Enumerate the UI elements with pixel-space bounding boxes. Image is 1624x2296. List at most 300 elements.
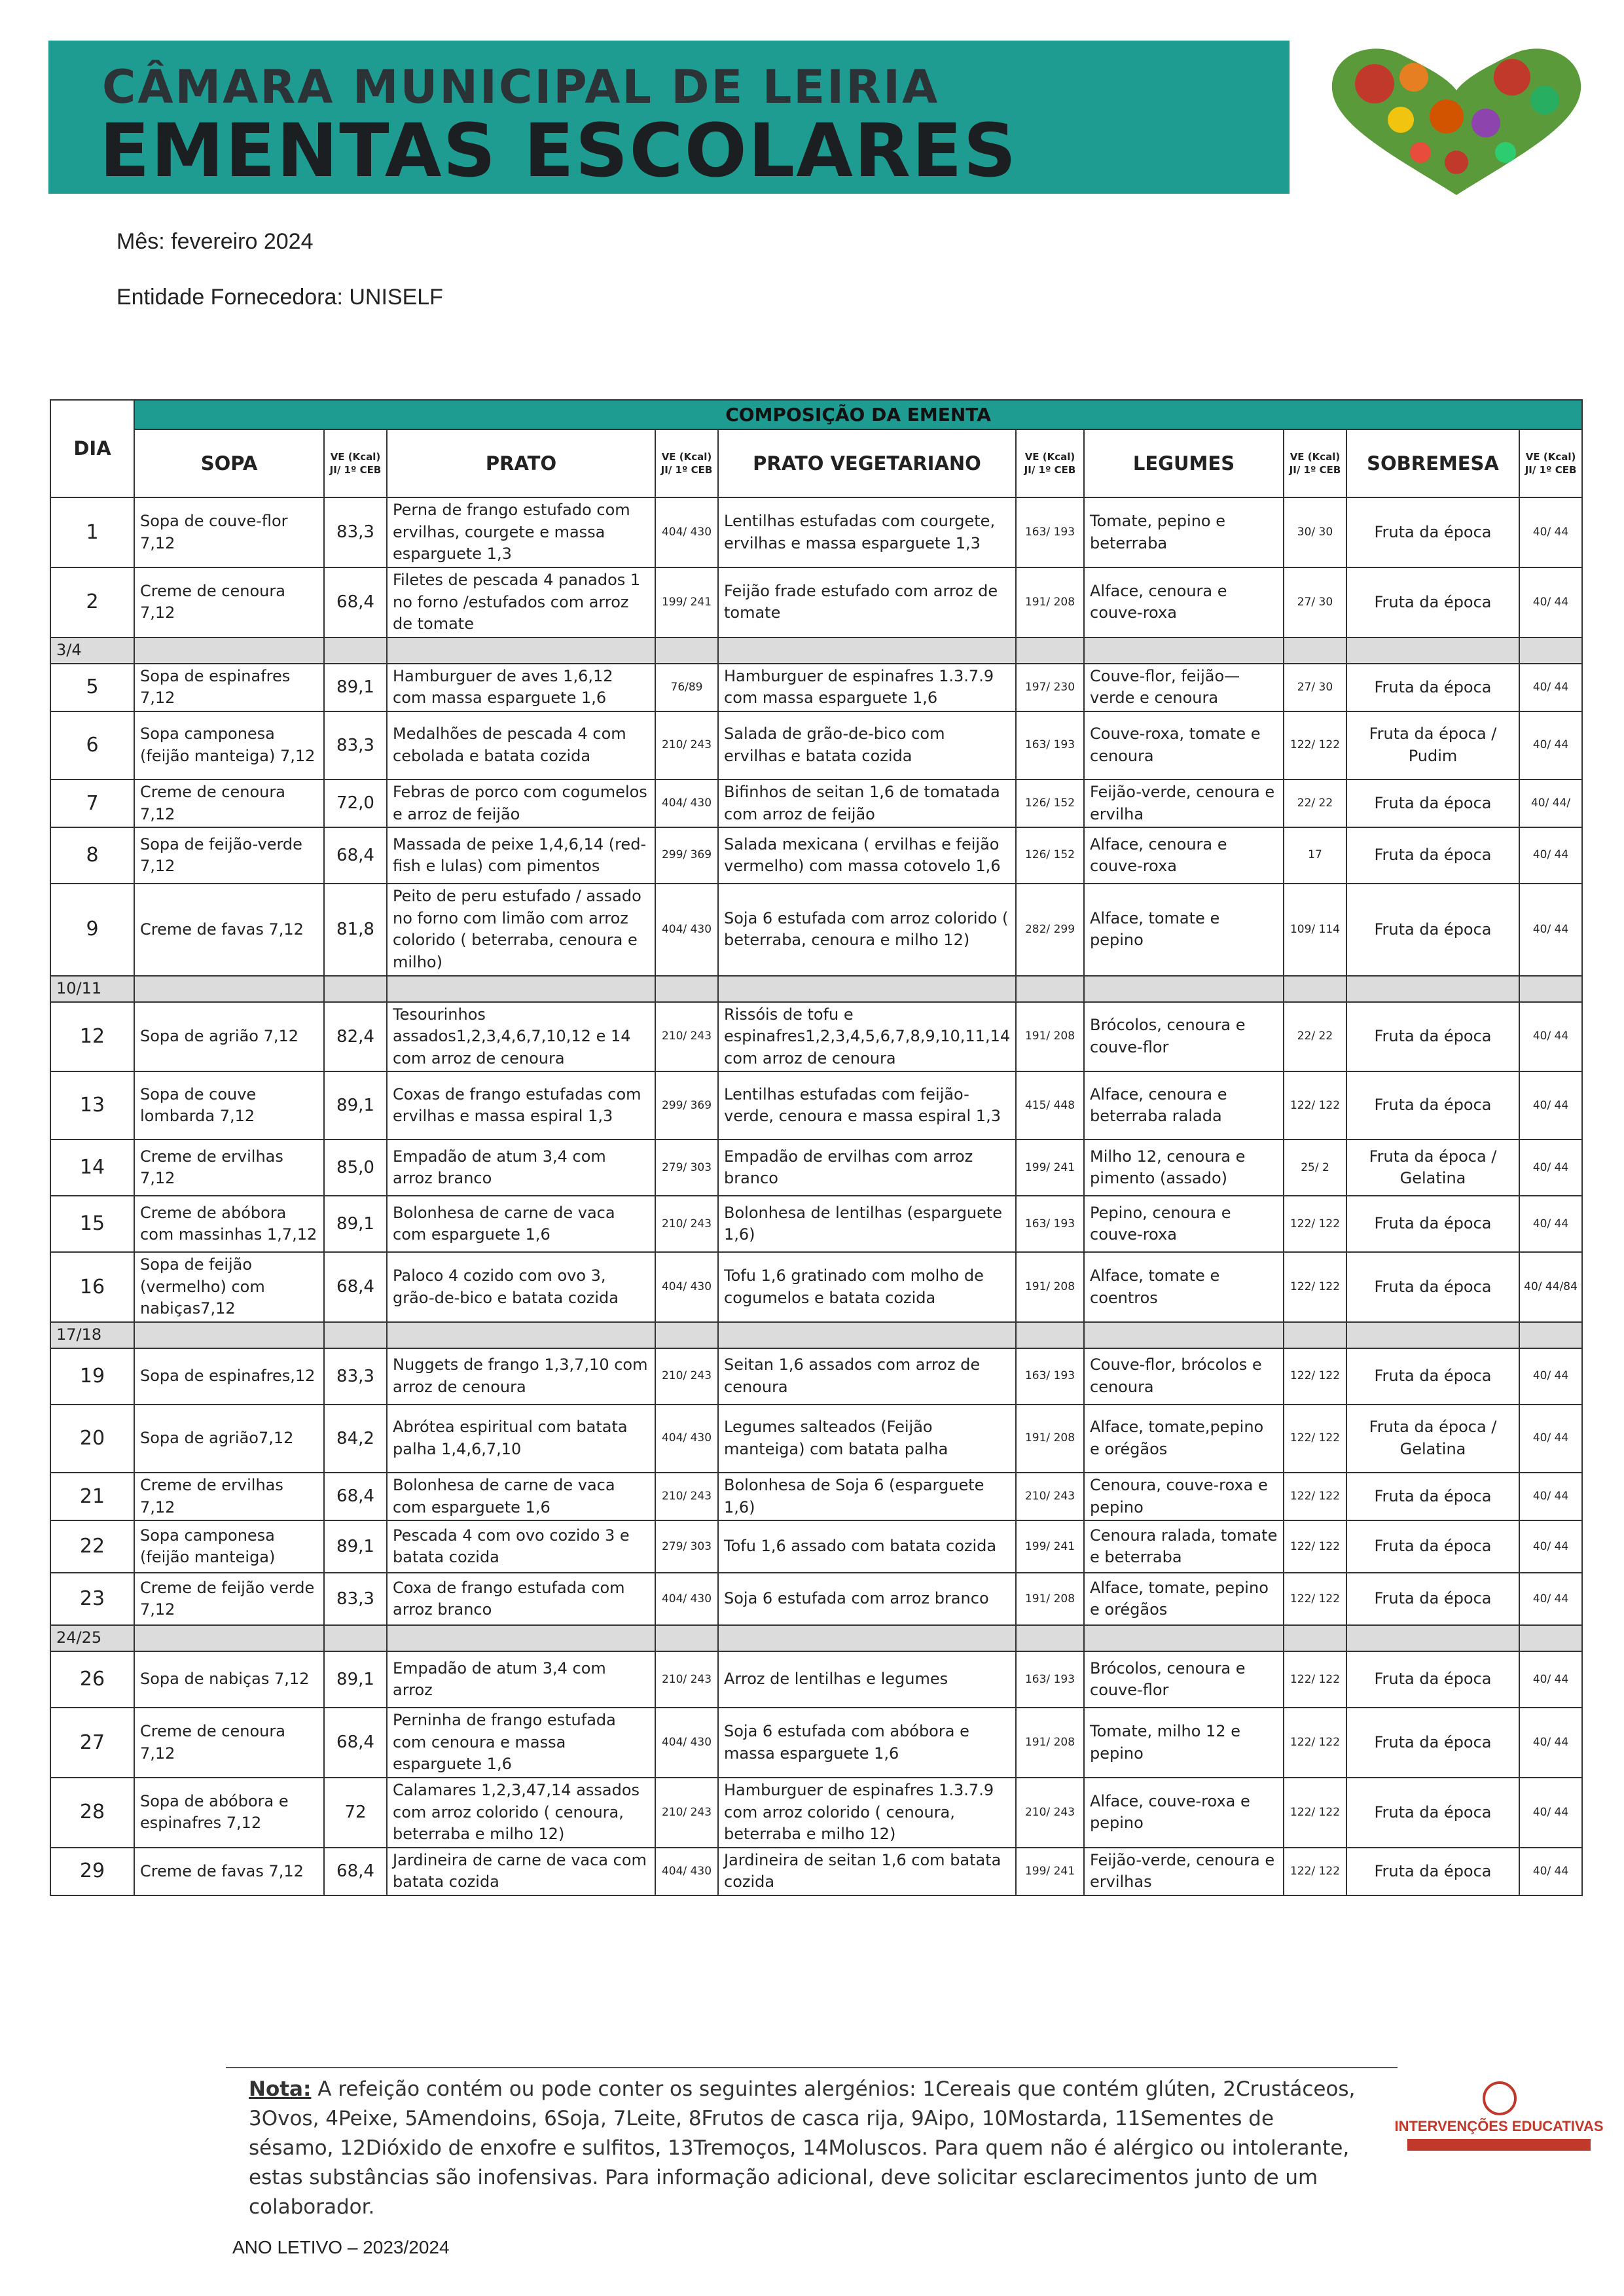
vegetables-cell: Brócolos, cenoura e couve-flor — [1084, 1002, 1284, 1072]
vegetables-cell: Alface, tomate, pepino e orégãos — [1084, 1573, 1284, 1625]
main-dish-kcal-cell: 210/ 243 — [655, 1002, 718, 1072]
holiday-cell — [134, 976, 324, 1002]
menu-row — [50, 1848, 1582, 1895]
col-dia: DIA — [50, 400, 134, 497]
soup-kcal-cell: 68,4 — [324, 827, 387, 884]
vegetarian-kcal-cell: 210/ 243 — [1016, 1778, 1084, 1848]
vegetarian-kcal-cell: 282/ 299 — [1016, 884, 1084, 975]
main-dish-kcal-cell: 404/ 430 — [655, 497, 718, 567]
holiday-cell — [387, 637, 655, 664]
holiday-cell — [1084, 976, 1284, 1002]
dessert-kcal-cell: 40/ 44 — [1519, 1848, 1582, 1895]
dessert-cell: Fruta da época — [1346, 1071, 1519, 1139]
holiday-cell — [1346, 1625, 1519, 1651]
dessert-cell: Fruta da época — [1346, 1520, 1519, 1573]
page-title: EMENTAS ESCOLARES — [99, 109, 1018, 194]
vegetables-cell: Alface, cenoura e couve-roxa — [1084, 827, 1284, 884]
dessert-kcal-cell: 40/ 44 — [1519, 567, 1582, 637]
holiday-day: 24/25 — [50, 1625, 134, 1651]
main-dish-kcal-cell: 404/ 430 — [655, 1252, 718, 1322]
main-dish-cell: Perninha de frango estufada com cenoura e massa esparguete 1,6 — [387, 1708, 655, 1778]
soup-kcal-cell: 68,4 — [324, 567, 387, 637]
soup-cell: Creme de cenoura 7,12 — [134, 780, 324, 827]
main-dish-cell: Febras de porco com cogumelos e arroz de feijão — [387, 780, 655, 827]
holiday-cell — [1519, 637, 1582, 664]
vegetarian-dish-cell: Hamburguer de espinafres 1.3.7.9 com massa esparguete 1,6 — [718, 664, 1016, 711]
holiday-cell — [1084, 637, 1284, 664]
soup-cell: Sopa de espinafres,12 — [134, 1348, 324, 1405]
main-dish-cell: Perna de frango estufado com ervilhas, courgete e massa esparguete 1,3 — [387, 497, 655, 567]
menu-row — [50, 567, 1582, 637]
dessert-kcal-cell: 40/ 44 — [1519, 1002, 1582, 1072]
vegetable-heart-image — [1316, 38, 1597, 202]
holiday-cell — [324, 637, 387, 664]
note-text: A refeição contém ou pode conter os seguintes alergénios: 1Cereais que contém glúten, 2Crustáceos, 3Ovos, 4Peixe, 5Amendoins, 6Soja, 7Leite, 8Frutos de casca rija, 9Aipo, 10Mostarda, 11Sementes de sésamo, 12Dióxido de enxofre e sulfitos, 13Tremoços, 14Moluscos. Para quem não é alérgico ou intolerante, estas substâncias são inofensivas. Para informação adicional, deve solicitar esclarecimentos junto de um colaborador. — [249, 2077, 1356, 2219]
holiday-cell — [324, 976, 387, 1002]
col-sobremesa: SOBREMESA — [1346, 429, 1519, 497]
dessert-kcal-cell: 40/ 44 — [1519, 1573, 1582, 1625]
vegetables-kcal-cell: 27/ 30 — [1284, 567, 1346, 637]
vegetables-kcal-cell: 122/ 122 — [1284, 1848, 1346, 1895]
soup-kcal-cell: 68,4 — [324, 1848, 387, 1895]
day-cell: 13 — [50, 1071, 134, 1139]
menu-body — [50, 497, 1582, 1895]
vegetarian-dish-cell: Rissóis de tofu e espinafres1,2,3,4,5,6,7,8,9,10,11,14 com arroz de cenoura — [718, 1002, 1016, 1072]
holiday-row — [50, 1625, 1582, 1651]
vegetarian-dish-cell: Legumes salteados (Feijão manteiga) com batata palha — [718, 1405, 1016, 1473]
soup-cell: Sopa de agrião 7,12 — [134, 1002, 324, 1072]
dessert-cell: Fruta da época — [1346, 1473, 1519, 1520]
soup-cell: Creme de abóbora com massinhas 1,7,12 — [134, 1196, 324, 1252]
vegetables-cell: Couve-flor, brócolos e cenoura — [1084, 1348, 1284, 1405]
day-cell: 15 — [50, 1196, 134, 1252]
dessert-kcal-cell: 40/ 44 — [1519, 1139, 1582, 1196]
vegetarian-dish-cell: Lentilhas estufadas com feijão-verde, cenoura e massa espiral 1,3 — [718, 1071, 1016, 1139]
main-dish-cell: Nuggets de frango 1,3,7,10 com arroz de cenoura — [387, 1348, 655, 1405]
dessert-cell: Fruta da época / Gelatina — [1346, 1405, 1519, 1473]
header-banner — [48, 41, 1290, 194]
logo-mark-icon — [1483, 2081, 1517, 2115]
vegetables-kcal-cell: 109/ 114 — [1284, 884, 1346, 975]
vegetarian-kcal-cell: 191/ 208 — [1016, 1252, 1084, 1322]
col-ve-legumes: VE (Kcal) JI/ 1º CEB — [1284, 429, 1346, 497]
menu-row — [50, 1708, 1582, 1778]
menu-row — [50, 1196, 1582, 1252]
allergen-note — [249, 2075, 1362, 2222]
vegetables-kcal-cell: 122/ 122 — [1284, 1651, 1346, 1708]
vegetarian-kcal-cell: 126/ 152 — [1016, 827, 1084, 884]
menu-row — [50, 1139, 1582, 1196]
holiday-cell — [1284, 1625, 1346, 1651]
soup-kcal-cell: 82,4 — [324, 1002, 387, 1072]
col-ve-sobremesa: VE (Kcal) JI/ 1º CEB — [1519, 429, 1582, 497]
menu-row — [50, 1252, 1582, 1322]
dessert-cell: Fruta da época — [1346, 1348, 1519, 1405]
holiday-cell — [387, 976, 655, 1002]
holiday-cell — [1016, 976, 1084, 1002]
menu-row — [50, 1002, 1582, 1072]
soup-cell: Sopa de abóbora e espinafres 7,12 — [134, 1778, 324, 1848]
holiday-cell — [1016, 1322, 1084, 1348]
dessert-cell: Fruta da época — [1346, 567, 1519, 637]
vegetarian-dish-cell: Salada mexicana ( ervilhas e feijão vermelho) com massa cotovelo 1,6 — [718, 827, 1016, 884]
main-dish-kcal-cell: 299/ 369 — [655, 1071, 718, 1139]
dessert-kcal-cell: 40/ 44 — [1519, 1778, 1582, 1848]
vegetarian-kcal-cell: 163/ 193 — [1016, 1348, 1084, 1405]
vegetarian-dish-cell: Lentilhas estufadas com courgete, ervilhas e massa esparguete 1,3 — [718, 497, 1016, 567]
vegetables-cell: Cenoura ralada, tomate e beterraba — [1084, 1520, 1284, 1573]
dessert-kcal-cell: 40/ 44/ — [1519, 780, 1582, 827]
soup-cell: Creme de cenoura 7,12 — [134, 1708, 324, 1778]
vegetables-kcal-cell: 17 — [1284, 827, 1346, 884]
holiday-day: 3/4 — [50, 637, 134, 664]
holiday-row — [50, 1322, 1582, 1348]
col-ve-prato: VE (Kcal) JI/ 1º CEB — [655, 429, 718, 497]
main-dish-cell: Tesourinhos assados1,2,3,4,6,7,10,12 e 14 com arroz de cenoura — [387, 1002, 655, 1072]
dessert-cell: Fruta da época — [1346, 1848, 1519, 1895]
day-cell: 14 — [50, 1139, 134, 1196]
soup-kcal-cell: 85,0 — [324, 1139, 387, 1196]
soup-kcal-cell: 89,1 — [324, 1651, 387, 1708]
vegetarian-dish-cell: Bifinhos de seitan 1,6 de tomatada com arroz de feijão — [718, 780, 1016, 827]
menu-row — [50, 1348, 1582, 1405]
soup-cell: Sopa de agrião7,12 — [134, 1405, 324, 1473]
vegetables-cell: Couve-flor, feijão—verde e cenoura — [1084, 664, 1284, 711]
soup-cell: Sopa de feijão-verde 7,12 — [134, 827, 324, 884]
col-ve-sopa: VE (Kcal) JI/ 1º CEB — [324, 429, 387, 497]
vegetables-kcal-cell: 30/ 30 — [1284, 497, 1346, 567]
main-dish-kcal-cell: 210/ 243 — [655, 1651, 718, 1708]
soup-kcal-cell: 81,8 — [324, 884, 387, 975]
menu-row — [50, 884, 1582, 975]
menu-row — [50, 664, 1582, 711]
col-legumes: LEGUMES — [1084, 429, 1284, 497]
vegetables-kcal-cell: 22/ 22 — [1284, 780, 1346, 827]
dessert-kcal-cell: 40/ 44 — [1519, 711, 1582, 780]
vegetables-cell: Alface, tomate e pepino — [1084, 884, 1284, 975]
day-cell: 26 — [50, 1651, 134, 1708]
holiday-row — [50, 976, 1582, 1002]
day-cell: 29 — [50, 1848, 134, 1895]
main-dish-cell: Paloco 4 cozido com ovo 3, grão-de-bico e batata cozida — [387, 1252, 655, 1322]
vegetables-cell: Alface, cenoura e beterraba ralada — [1084, 1071, 1284, 1139]
soup-kcal-cell: 89,1 — [324, 1196, 387, 1252]
vegetables-kcal-cell: 122/ 122 — [1284, 1573, 1346, 1625]
vegetables-cell: Alface, couve-roxa e pepino — [1084, 1778, 1284, 1848]
vegetables-kcal-cell: 122/ 122 — [1284, 1405, 1346, 1473]
vegetables-cell: Pepino, cenoura e couve-roxa — [1084, 1196, 1284, 1252]
dessert-kcal-cell: 40/ 44 — [1519, 1071, 1582, 1139]
main-dish-kcal-cell: 199/ 241 — [655, 567, 718, 637]
soup-kcal-cell: 89,1 — [324, 1071, 387, 1139]
holiday-cell — [1284, 637, 1346, 664]
soup-cell: Creme de ervilhas 7,12 — [134, 1139, 324, 1196]
note-label: Nota: — [249, 2077, 312, 2101]
main-dish-kcal-cell: 299/ 369 — [655, 827, 718, 884]
menu-row — [50, 827, 1582, 884]
holiday-cell — [655, 976, 718, 1002]
day-cell: 12 — [50, 1002, 134, 1072]
main-dish-cell: Medalhões de pescada 4 com cebolada e batata cozida — [387, 711, 655, 780]
dessert-cell: Fruta da época / Pudim — [1346, 711, 1519, 780]
menu-row — [50, 1405, 1582, 1473]
vegetarian-kcal-cell: 163/ 193 — [1016, 497, 1084, 567]
dessert-cell: Fruta da época — [1346, 827, 1519, 884]
holiday-cell — [718, 637, 1016, 664]
holiday-cell — [1519, 976, 1582, 1002]
dessert-kcal-cell: 40/ 44 — [1519, 1196, 1582, 1252]
vegetables-cell: Cenoura, couve-roxa e pepino — [1084, 1473, 1284, 1520]
holiday-cell — [134, 1322, 324, 1348]
vegetables-kcal-cell: 122/ 122 — [1284, 711, 1346, 780]
soup-cell: Creme de favas 7,12 — [134, 884, 324, 975]
menu-row — [50, 1778, 1582, 1848]
day-cell: 22 — [50, 1520, 134, 1573]
main-dish-kcal-cell: 210/ 243 — [655, 1348, 718, 1405]
day-cell: 23 — [50, 1573, 134, 1625]
main-dish-kcal-cell: 279/ 303 — [655, 1139, 718, 1196]
holiday-cell — [387, 1322, 655, 1348]
dessert-kcal-cell: 40/ 44 — [1519, 1520, 1582, 1573]
menu-table — [50, 399, 1583, 1896]
vegetarian-dish-cell: Salada de grão-de-bico com ervilhas e batata cozida — [718, 711, 1016, 780]
holiday-cell — [1346, 1322, 1519, 1348]
dessert-kcal-cell: 40/ 44 — [1519, 1651, 1582, 1708]
vegetables-cell: Feijão-verde, cenoura e ervilhas — [1084, 1848, 1284, 1895]
holiday-cell — [134, 1625, 324, 1651]
vegetarian-dish-cell: Hamburguer de espinafres 1.3.7.9 com arroz colorido ( cenoura, beterraba e milho 12) — [718, 1778, 1016, 1848]
holiday-cell — [655, 1625, 718, 1651]
vegetables-cell: Milho 12, cenoura e pimento (assado) — [1084, 1139, 1284, 1196]
dessert-cell: Fruta da época — [1346, 1708, 1519, 1778]
holiday-cell — [1519, 1322, 1582, 1348]
main-dish-cell: Peito de peru estufado / assado no forno com limão com arroz colorido ( beterraba, cenoura e milho) — [387, 884, 655, 975]
holiday-cell — [1346, 637, 1519, 664]
main-dish-kcal-cell: 404/ 430 — [655, 1405, 718, 1473]
dessert-kcal-cell: 40/ 44 — [1519, 884, 1582, 975]
day-cell: 28 — [50, 1778, 134, 1848]
holiday-cell — [324, 1625, 387, 1651]
soup-kcal-cell: 84,2 — [324, 1405, 387, 1473]
dessert-cell: Fruta da época / Gelatina — [1346, 1139, 1519, 1196]
day-cell: 19 — [50, 1348, 134, 1405]
soup-cell: Sopa de couve-flor 7,12 — [134, 497, 324, 567]
main-dish-cell: Pescada 4 com ovo cozido 3 e batata cozida — [387, 1520, 655, 1573]
vegetarian-kcal-cell: 210/ 243 — [1016, 1473, 1084, 1520]
main-dish-kcal-cell: 279/ 303 — [655, 1520, 718, 1573]
day-cell: 20 — [50, 1405, 134, 1473]
day-cell: 16 — [50, 1252, 134, 1322]
menu-row — [50, 497, 1582, 567]
vegetables-kcal-cell: 25/ 2 — [1284, 1139, 1346, 1196]
dessert-kcal-cell: 40/ 44 — [1519, 1708, 1582, 1778]
main-dish-kcal-cell: 404/ 430 — [655, 1573, 718, 1625]
day-cell: 7 — [50, 780, 134, 827]
dessert-kcal-cell: 40/ 44 — [1519, 1473, 1582, 1520]
dessert-kcal-cell: 40/ 44 — [1519, 1405, 1582, 1473]
interventions-logo — [1394, 2081, 1604, 2160]
day-cell: 6 — [50, 711, 134, 780]
holiday-cell — [718, 1625, 1016, 1651]
main-dish-cell: Coxa de frango estufada com arroz branco — [387, 1573, 655, 1625]
vegetarian-dish-cell: Soja 6 estufada com abóbora e massa esparguete 1,6 — [718, 1708, 1016, 1778]
dessert-kcal-cell: 40/ 44 — [1519, 497, 1582, 567]
vegetables-cell: Alface, cenoura e couve-roxa — [1084, 567, 1284, 637]
day-cell: 9 — [50, 884, 134, 975]
soup-cell: Creme de favas 7,12 — [134, 1848, 324, 1895]
vegetables-cell: Feijão-verde, cenoura e ervilha — [1084, 780, 1284, 827]
soup-kcal-cell: 89,1 — [324, 664, 387, 711]
day-cell: 27 — [50, 1708, 134, 1778]
vegetarian-dish-cell: Bolonhesa de lentilhas (esparguete 1,6) — [718, 1196, 1016, 1252]
main-dish-kcal-cell: 210/ 243 — [655, 711, 718, 780]
vegetarian-kcal-cell: 199/ 241 — [1016, 1139, 1084, 1196]
main-dish-kcal-cell: 76/89 — [655, 664, 718, 711]
vegetables-kcal-cell: 122/ 122 — [1284, 1071, 1346, 1139]
vegetables-kcal-cell: 122/ 122 — [1284, 1520, 1346, 1573]
holiday-cell — [1346, 976, 1519, 1002]
vegetarian-kcal-cell: 191/ 208 — [1016, 1573, 1084, 1625]
dessert-kcal-cell: 40/ 44/84 — [1519, 1252, 1582, 1322]
col-prato: PRATO — [387, 429, 655, 497]
soup-kcal-cell: 68,4 — [324, 1708, 387, 1778]
vegetables-kcal-cell: 122/ 122 — [1284, 1196, 1346, 1252]
holiday-day: 10/11 — [50, 976, 134, 1002]
main-dish-cell: Bolonhesa de carne de vaca com esparguete 1,6 — [387, 1196, 655, 1252]
holiday-cell — [1084, 1625, 1284, 1651]
vegetarian-kcal-cell: 191/ 208 — [1016, 567, 1084, 637]
soup-kcal-cell: 83,3 — [324, 1573, 387, 1625]
day-cell: 2 — [50, 567, 134, 637]
day-cell: 1 — [50, 497, 134, 567]
holiday-cell — [718, 1322, 1016, 1348]
table-title: COMPOSIÇÃO DA EMENTA — [134, 400, 1582, 429]
main-dish-cell: Empadão de atum 3,4 com arroz branco — [387, 1139, 655, 1196]
vegetables-kcal-cell: 27/ 30 — [1284, 664, 1346, 711]
school-year: ANO LETIVO – 2023/2024 — [232, 2237, 450, 2257]
soup-kcal-cell: 72 — [324, 1778, 387, 1848]
holiday-cell — [1284, 976, 1346, 1002]
vegetables-cell: Couve-roxa, tomate e cenoura — [1084, 711, 1284, 780]
dessert-cell: Fruta da época — [1346, 1252, 1519, 1322]
holiday-cell — [655, 1322, 718, 1348]
main-dish-cell: Coxas de frango estufadas com ervilhas e massa espiral 1,3 — [387, 1071, 655, 1139]
main-dish-cell: Hamburguer de aves 1,6,12 com massa esparguete 1,6 — [387, 664, 655, 711]
vegetarian-dish-cell: Tofu 1,6 gratinado com molho de cogumelos e batata cozida — [718, 1252, 1016, 1322]
dessert-cell: Fruta da época — [1346, 1778, 1519, 1848]
vegetables-kcal-cell: 22/ 22 — [1284, 1002, 1346, 1072]
main-dish-kcal-cell: 404/ 430 — [655, 780, 718, 827]
vegetarian-dish-cell: Soja 6 estufada com arroz colorido ( beterraba, cenoura e milho 12) — [718, 884, 1016, 975]
menu-row — [50, 1473, 1582, 1520]
soup-cell: Sopa de espinafres 7,12 — [134, 664, 324, 711]
soup-kcal-cell: 83,3 — [324, 497, 387, 567]
dessert-cell: Fruta da época — [1346, 1196, 1519, 1252]
vegetables-kcal-cell: 122/ 122 — [1284, 1778, 1346, 1848]
holiday-cell — [1084, 1322, 1284, 1348]
soup-kcal-cell: 68,4 — [324, 1252, 387, 1322]
vegetables-cell: Alface, tomate e coentros — [1084, 1252, 1284, 1322]
vegetarian-kcal-cell: 163/ 193 — [1016, 1651, 1084, 1708]
soup-kcal-cell: 83,3 — [324, 1348, 387, 1405]
vegetarian-kcal-cell: 199/ 241 — [1016, 1848, 1084, 1895]
dessert-cell: Fruta da época — [1346, 664, 1519, 711]
holiday-row — [50, 637, 1582, 664]
vegetarian-kcal-cell: 126/ 152 — [1016, 780, 1084, 827]
holiday-cell — [1519, 1625, 1582, 1651]
dessert-cell: Fruta da época — [1346, 1651, 1519, 1708]
menu-row — [50, 1651, 1582, 1708]
holiday-cell — [1016, 1625, 1084, 1651]
menu-row — [50, 780, 1582, 827]
logo-text: INTERVENÇÕES EDUCATIVAS — [1394, 2118, 1604, 2134]
vegetables-kcal-cell: 122/ 122 — [1284, 1348, 1346, 1405]
municipality-title: CÂMARA MUNICIPAL DE LEIRIA — [102, 60, 940, 114]
holiday-cell — [1016, 637, 1084, 664]
menu-row — [50, 1071, 1582, 1139]
holiday-cell — [134, 637, 324, 664]
vegetarian-kcal-cell: 163/ 193 — [1016, 711, 1084, 780]
main-dish-cell: Jardineira de carne de vaca com batata cozida — [387, 1848, 655, 1895]
main-dish-kcal-cell: 404/ 430 — [655, 1848, 718, 1895]
day-cell: 5 — [50, 664, 134, 711]
vegetarian-dish-cell: Tofu 1,6 assado com batata cozida — [718, 1520, 1016, 1573]
vegetarian-kcal-cell: 197/ 230 — [1016, 664, 1084, 711]
dessert-cell: Fruta da época — [1346, 780, 1519, 827]
vegetables-cell: Tomate, milho 12 e pepino — [1084, 1708, 1284, 1778]
soup-kcal-cell: 68,4 — [324, 1473, 387, 1520]
vegetarian-kcal-cell: 191/ 208 — [1016, 1708, 1084, 1778]
holiday-cell — [655, 637, 718, 664]
supplier-label: Entidade Fornecedora: UNISELF — [117, 285, 443, 310]
vegetarian-kcal-cell: 199/ 241 — [1016, 1520, 1084, 1573]
vegetarian-dish-cell: Arroz de lentilhas e legumes — [718, 1651, 1016, 1708]
soup-kcal-cell: 83,3 — [324, 711, 387, 780]
main-dish-cell: Bolonhesa de carne de vaca com esparguete 1,6 — [387, 1473, 655, 1520]
vegetables-cell: Tomate, pepino e beterraba — [1084, 497, 1284, 567]
vegetarian-dish-cell: Bolonhesa de Soja 6 (esparguete 1,6) — [718, 1473, 1016, 1520]
soup-cell: Creme de feijão verde 7,12 — [134, 1573, 324, 1625]
menu-row — [50, 1573, 1582, 1625]
dessert-kcal-cell: 40/ 44 — [1519, 1348, 1582, 1405]
main-dish-cell: Calamares 1,2,3,47,14 assados com arroz colorido ( cenoura, beterraba e milho 12) — [387, 1778, 655, 1848]
vegetables-kcal-cell: 122/ 122 — [1284, 1473, 1346, 1520]
holiday-day: 17/18 — [50, 1322, 134, 1348]
holiday-cell — [1284, 1322, 1346, 1348]
main-dish-kcal-cell: 210/ 243 — [655, 1196, 718, 1252]
menu-row — [50, 1520, 1582, 1573]
vegetarian-kcal-cell: 163/ 193 — [1016, 1196, 1084, 1252]
holiday-cell — [324, 1322, 387, 1348]
dessert-cell: Fruta da época — [1346, 1002, 1519, 1072]
holiday-cell — [718, 976, 1016, 1002]
main-dish-cell: Massada de peixe 1,4,6,14 (red-fish e lulas) com pimentos — [387, 827, 655, 884]
vegetarian-dish-cell: Jardineira de seitan 1,6 com batata cozida — [718, 1848, 1016, 1895]
vegetarian-dish-cell: Soja 6 estufada com arroz branco — [718, 1573, 1016, 1625]
soup-cell: Sopa camponesa (feijão manteiga) 7,12 — [134, 711, 324, 780]
menu-row — [50, 711, 1582, 780]
vegetarian-dish-cell: Empadão de ervilhas com arroz branco — [718, 1139, 1016, 1196]
soup-cell: Sopa de nabiças 7,12 — [134, 1651, 324, 1708]
vegetables-kcal-cell: 122/ 122 — [1284, 1708, 1346, 1778]
main-dish-cell: Filetes de pescada 4 panados 1 no forno /estufados com arroz de tomate — [387, 567, 655, 637]
dessert-kcal-cell: 40/ 44 — [1519, 664, 1582, 711]
dessert-cell: Fruta da época — [1346, 1573, 1519, 1625]
dessert-cell: Fruta da época — [1346, 497, 1519, 567]
day-cell: 21 — [50, 1473, 134, 1520]
vegetarian-dish-cell: Feijão frade estufado com arroz de tomate — [718, 567, 1016, 637]
vegetarian-kcal-cell: 191/ 208 — [1016, 1002, 1084, 1072]
